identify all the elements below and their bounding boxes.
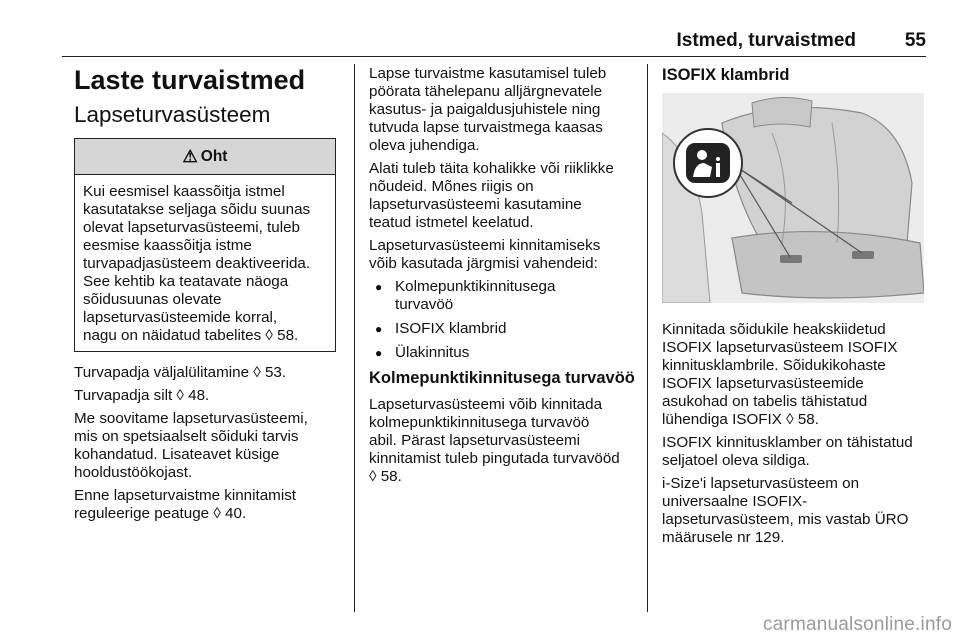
chapter-heading: Laste turvaistmed [74,65,306,95]
header-rule [62,56,926,57]
list-item: ● Kolmepunktikinnitusega turvavöö [369,278,637,314]
list-item: ● ISOFIX klambrid [369,320,637,338]
subsection-heading: Kolmepunktikinnitusega turvavöö [369,369,635,387]
column-divider [354,64,355,612]
paragraph: Lapseturvasüsteemi võib kinnitada kolmepunktikinnitusega turvavöö abil. Pärast lapseturvasüsteemi kinnitamist tuleb pingutada turvavööd ◊ 58. [369,396,620,485]
column-left [74,60,336,528]
paragraph: Kinnitada sõidukile heakskiidetud ISOFIX lapseturvasüsteem ISOFIX kinnitusklambrile. Sõidukikohaste ISOFIX lapseturvasüsteemide asukohad on tabelis tähistatud lühendiga ISOFIX ◊ 58. [662,321,898,428]
warning-triangle-icon: ⚠ [182,146,198,166]
warning-label: Oht [200,147,228,165]
seat-drawing [662,93,924,303]
column-middle [369,65,637,491]
paragraph: ISOFIX kinnitusklamber on tähistatud seljatoel oleva sildiga. [662,434,913,469]
page-header [62,30,926,56]
paragraph: Alati tuleb täita kohalikke või riiklikke nõudeid. Mõnes riigis on lapseturvasüsteemi kasutamine teatud istmetel keelatud. [369,160,614,231]
paragraph: Turvapadja silt ◊ 48. [74,387,210,404]
paragraph: Lapseturvasüsteemi kinnitamiseks võib kasutada järgmisi vahendeid: [369,237,601,272]
warning-box [74,138,336,352]
column-right [662,65,930,552]
paragraph: Enne lapseturvaistme kinnitamist reguleerige peatuge ◊ 40. [74,487,297,522]
paragraph: i-Size'i lapseturvasüsteem on universaalne ISOFIX- lapseturvasüsteem, mis vastab ÜRO määrusele nr 129. [662,475,909,546]
bullet-list [369,278,637,362]
paragraph: Lapse turvaistme kasutamisel tuleb pöörata tähelepanu alljärgnevatele kasutus- ja paigaldusjuhistele ning tutvuda lapse turvaistmega kaasas oleva juhendiga. [369,65,607,154]
subsection-heading: ISOFIX klambrid [662,66,790,84]
paragraph: Turvapadja väljalülitamine ◊ 53. [74,364,287,381]
isofix-seat-illustration [662,93,924,303]
warning-text: Kui eesmisel kaassõitja istmel kasutatakse seljaga sõidu suunas olevat lapseturvasüsteemi, tuleb eesmise kaassõitja istme turvapadjasüsteem deaktiveerida. See kehtib ka teatavate näoga sõidusuunas olevate lapseturvasüsteemide korral, nagu on näidatud tabelites ◊ 58. [83,183,311,344]
section-heading: Lapseturvasüsteem [74,102,271,127]
column-divider [647,64,648,612]
watermark: carmanualsonline.info [762,614,952,635]
section-title: Istmed, turvaistmed [676,30,856,51]
paragraph: Me soovitame lapseturvasüsteemi, mis on spetsiaalselt sõiduki tarvis kohandatud. Lisateavet küsige hooldustöökojast. [74,410,308,481]
page-number: 55 [904,30,926,51]
warning-header [75,139,335,175]
list-item: ● Ülakinnitus [369,344,637,362]
